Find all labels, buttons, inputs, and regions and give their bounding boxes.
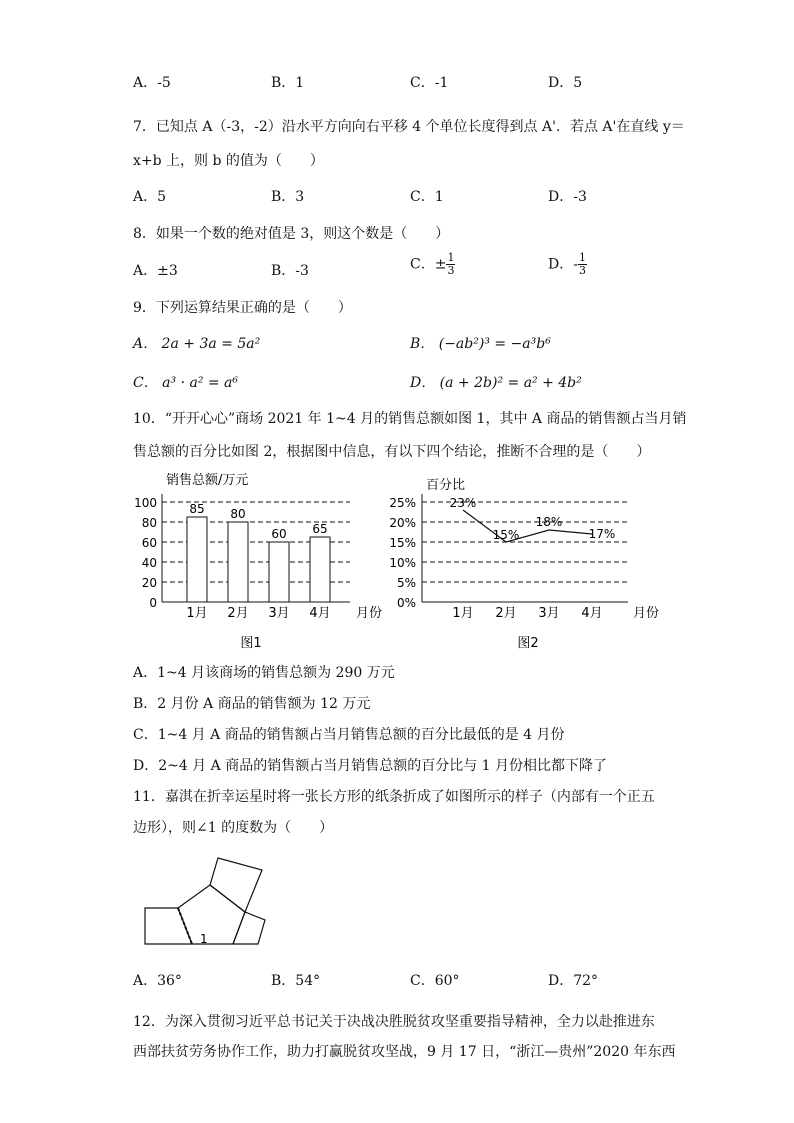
- chart2-y-tick-label: 20%: [389, 516, 416, 530]
- chart2-x-tick-label: 2月: [495, 606, 517, 621]
- chart1-y-tick-label: 80: [141, 516, 157, 530]
- chart2-data-label: 18%: [535, 515, 563, 529]
- q11-option-b: B．54°: [271, 973, 321, 989]
- q10-option-d: D．2~4 月 A 商品的销售额占当月销售总额的百分比与 1 月份相比都下降了: [133, 758, 608, 774]
- q11-stem-line2: 边形），则∠1 的度数为（ ）: [133, 820, 334, 836]
- chart1-y-tick-label: 60: [141, 536, 157, 550]
- chart1-bar: [187, 517, 207, 602]
- chart1-title: 图1: [240, 636, 262, 651]
- q11-option-c: C．60°: [410, 973, 460, 989]
- q10-option-b: B．2 月份 A 商品的销售额为 12 万元: [133, 696, 371, 712]
- chart1-x-tick-label: 2月: [227, 606, 249, 621]
- q6-option-a: A．-5: [133, 75, 171, 91]
- q9-option-d: D． (a + 2b)² = a² + 4b²: [410, 375, 582, 391]
- q12-stem-line2: 西部扶贫劳务协作工作，助力打赢脱贫攻坚战，9 月 17 日，“浙江—贵州”2020 年东西: [133, 1044, 676, 1060]
- chart1-x-tick-label: 3月: [268, 606, 290, 621]
- chart1-y-tick-label: 100: [134, 496, 157, 510]
- fraction: [446, 252, 455, 277]
- chart2-data-label: 23%: [449, 496, 477, 510]
- chart2-series-line: [463, 510, 592, 542]
- q11-option-d: D．72°: [548, 973, 599, 989]
- q8-stem: 8．如果一个数的绝对值是 3，则这个数是（ ）: [133, 226, 450, 242]
- chart2-data-label: 17%: [588, 527, 616, 541]
- q7-option-d: D．-3: [548, 189, 587, 205]
- paper-top-strip: [210, 858, 262, 912]
- q9-stem: 9．下列运算结果正确的是（ ）: [133, 300, 352, 316]
- chart1-x-axis-label: 月份: [356, 606, 383, 621]
- chart1-y-axis-label: 销售总额/万元: [166, 473, 249, 488]
- q7-stem-line2: x+b 上，则 b 的值为（ ）: [133, 153, 324, 169]
- q6-option-b: B．1: [271, 75, 305, 91]
- q8-option-d-prefix: D．-: [548, 256, 578, 273]
- q8-option-c-prefix: C．±: [410, 256, 447, 273]
- chart2-data-label: 15%: [492, 528, 520, 542]
- chart2-y-axis-label: 百分比: [426, 478, 466, 493]
- bar-chart: [134, 472, 382, 651]
- q6-option-c: C．-1: [410, 75, 449, 91]
- fraction: [578, 252, 587, 277]
- q6-option-d: D．5: [548, 75, 583, 91]
- line-chart: [389, 478, 659, 651]
- q9-option-a: A． 2a + 3a = 5a²: [133, 336, 261, 352]
- q7-option-b: B．3: [271, 189, 305, 205]
- chart2-y-tick-label: 0%: [396, 596, 416, 610]
- q9-option-c: C． a³ · a² = a⁶: [133, 375, 239, 391]
- chart1-y-tick-label: 40: [141, 556, 157, 570]
- q11-option-a: A．36°: [133, 973, 182, 989]
- q7-option-c: C．1: [410, 189, 444, 205]
- q8-option-a: A．±3: [133, 263, 178, 279]
- fraction-numerator: 1: [578, 251, 586, 264]
- q10-option-a: A．1~4 月该商场的销售总额为 290 万元: [133, 665, 395, 681]
- q11-folded-paper-figure: [140, 850, 270, 955]
- q10-stem-line2: 售总额的百分比如图 2，根据图中信息，有以下四个结论，推断不合理的是（ ）: [133, 444, 651, 460]
- chart2-y-tick-label: 15%: [389, 536, 416, 550]
- chart1-bar-value-label: 65: [312, 522, 328, 536]
- chart1-y-tick-label: 0: [149, 596, 157, 610]
- q10-charts: [130, 465, 670, 655]
- fraction-denominator: 3: [447, 264, 455, 277]
- fraction-numerator: 1: [447, 251, 455, 264]
- chart1-bar: [310, 537, 330, 602]
- chart2-x-tick-label: 1月: [452, 606, 474, 621]
- q10-stem-line1: 10．“开开心心”商场 2021 年 1~4 月的销售总额如图 1，其中 A 商品的销售额占当月销: [133, 411, 687, 427]
- q8-option-b: B．-3: [271, 263, 309, 279]
- chart1-y-tick-label: 20: [141, 576, 157, 590]
- q11-stem-line1: 11．嘉淇在折幸运星时将一张长方形的纸条折成了如图所示的样子（内部有一个正五: [133, 789, 655, 805]
- q8-option-c: [410, 252, 455, 277]
- chart2-y-tick-label: 10%: [389, 556, 416, 570]
- q7-option-a: A．5: [133, 189, 167, 205]
- chart2-y-tick-label: 25%: [389, 496, 416, 510]
- q7-stem-line1: 7．已知点 A（-3，-2）沿水平方向向右平移 4 个单位长度得到点 A'．若点 A'在直线 y＝: [133, 119, 685, 135]
- regular-pentagon: [178, 885, 245, 944]
- chart1-bar: [269, 542, 289, 602]
- angle-1-label: 1: [200, 932, 208, 946]
- chart1-bar-value-label: 80: [230, 507, 246, 521]
- fraction-denominator: 3: [578, 264, 586, 277]
- chart2-x-axis-label: 月份: [633, 606, 660, 621]
- q12-stem-line1: 12．为深入贯彻习近平总书记关于决战决胜脱贫攻坚重要指导精神，全力以赴推进东: [133, 1014, 655, 1030]
- chart1-x-tick-label: 4月: [309, 606, 331, 621]
- paper-right-strip: [233, 912, 265, 944]
- q9-option-b: B． (−ab²)³ = −a³b⁶: [410, 336, 551, 352]
- chart2-title: 图2: [517, 636, 539, 651]
- chart1-x-tick-label: 1月: [186, 606, 208, 621]
- chart1-bar: [228, 522, 248, 602]
- chart2-x-tick-label: 4月: [581, 606, 603, 621]
- q8-option-d: [548, 252, 587, 277]
- chart2-y-tick-label: 5%: [396, 576, 416, 590]
- chart2-x-tick-label: 3月: [538, 606, 560, 621]
- q10-option-c: C．1~4 月 A 商品的销售额占当月销售总额的百分比最低的是 4 月份: [133, 727, 565, 743]
- chart1-bar-value-label: 60: [271, 527, 287, 541]
- chart1-bar-value-label: 85: [189, 502, 205, 516]
